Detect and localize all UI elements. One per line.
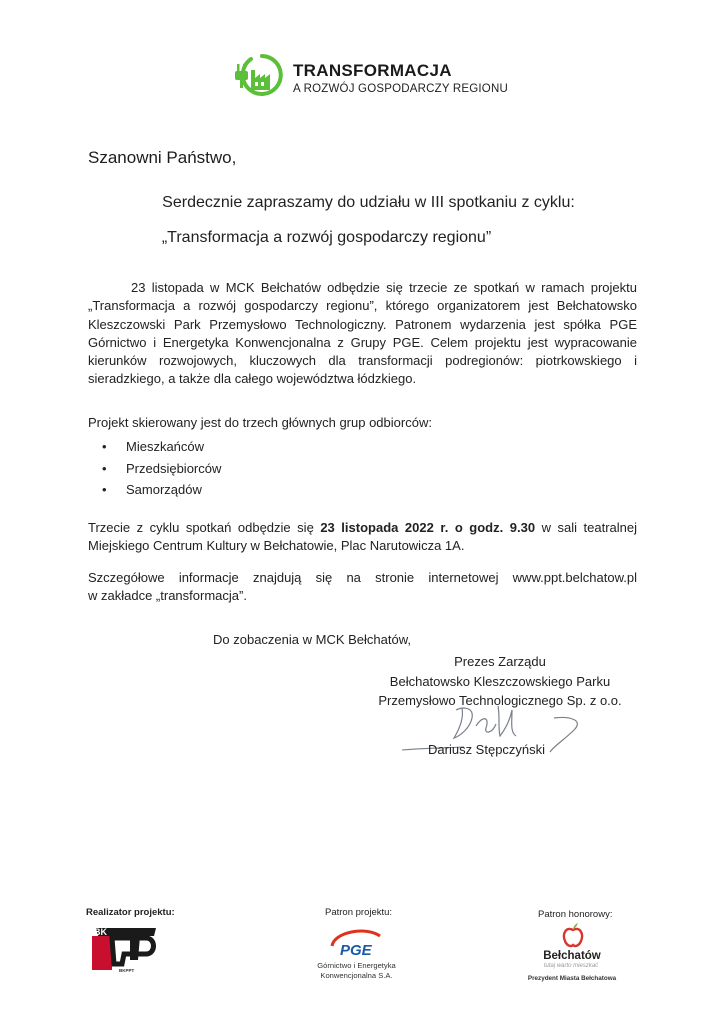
meeting-place: w sali teatralnej Miejskiego Centrum Kultury w Bełchatowie, Plac Narutowicza 1A. [88,520,638,554]
list-item: • Samorządów [102,482,221,504]
info-word: na [346,570,361,585]
logo-title: TRANSFORMACJA [293,61,452,80]
list-item: • Mieszkańców [102,439,221,461]
meeting-date: 23 listopada 2022 r. o godz. 9.30 [320,520,536,535]
invitation-line: Serdecznie zapraszamy do udziału w III spotkaniu z cyklu: [162,194,575,211]
signatory-name: Dariusz Stępczyński [428,742,546,757]
info-word: się [315,570,333,585]
meeting-paragraph [88,519,637,556]
info-word: informacje [178,570,239,585]
pge-caption [304,961,409,981]
honorary-patron-label: Patron honorowy: [538,909,613,920]
info-line-2: w zakładce „transformacja”. [88,588,247,604]
bkppt-small-text: BKPPT [119,968,135,973]
pge-caption-line: Górnictwo i Energetyka [317,961,396,970]
pge-logo-text: PGE [340,942,372,959]
info-paragraph [88,569,637,606]
list-item: • Przedsiębiorców [102,461,221,483]
belchatow-logo-text: Bełchatów [543,950,601,962]
target-groups-list [102,439,221,504]
pge-caption-line: Konwencjonalna S.A. [320,971,393,980]
info-word: stronie [375,570,415,585]
belchatow-tagline: tutaj warto mieszkać [543,963,599,969]
info-word: znajdują [252,570,302,585]
apple-icon [562,922,584,948]
plug-factory-icon [232,52,288,98]
intro-paragraph: 23 listopada w MCK Bełchatów odbędzie się trzecie ze spotkań w ramach projektu „Transformacja a rozwój gospodarczy regionu”, którego organizatorem jest Bełchatowsko Kleszczowski Park Przemysłowo Technologiczny. Patronem wydarzenia jest spółka PGE Górnictwo i Energetyka Konwencjonalna z Grupy PGE. Celem projektu jest wypracowanie kierunków rozwojowych, kluczowych dla transformacji podregionów: piotrkowskiego i sieradzkiego, a także dla całego województwa łódzkiego. [88,280,637,387]
website-url: www.ppt.belchatow.pl [512,570,637,585]
patron-label: Patron projektu: [325,907,393,918]
signatory-title: Prezes Zarządu [454,654,546,669]
greeting: Szanowni Państwo, [88,148,237,167]
pge-logo [326,926,386,960]
transformacja-logo [232,52,512,102]
info-word: Szczegółowe [88,570,165,585]
bkppt-logo [84,924,160,972]
signatory-org: Przemysłowo Technologicznego Sp. z o.o. [378,693,622,709]
belchatow-caption: Prezydent Miasta Bełchatowa [527,975,617,982]
realizator-label: Realizator projektu: [86,907,175,918]
info-line [88,569,637,587]
info-word: internetowej [428,570,499,585]
meeting-text: Trzecie z cyklu spotkań odbędzie się [88,520,321,535]
logo-subtitle: A ROZWÓJ GOSPODARCZY REGIONU [293,83,508,95]
bkppt-logo-text: BK [94,927,107,937]
signatory-org: Bełchatowsko Kleszczowskiego Parku [389,673,611,689]
closing: Do zobaczenia w MCK Bełchatów, [213,632,411,647]
invitation-title: „Transformacja a rozwój gospodarczy regionu” [161,229,492,246]
target-intro: Projekt skierowany jest do trzech głównych grup odbiorców: [88,415,432,430]
